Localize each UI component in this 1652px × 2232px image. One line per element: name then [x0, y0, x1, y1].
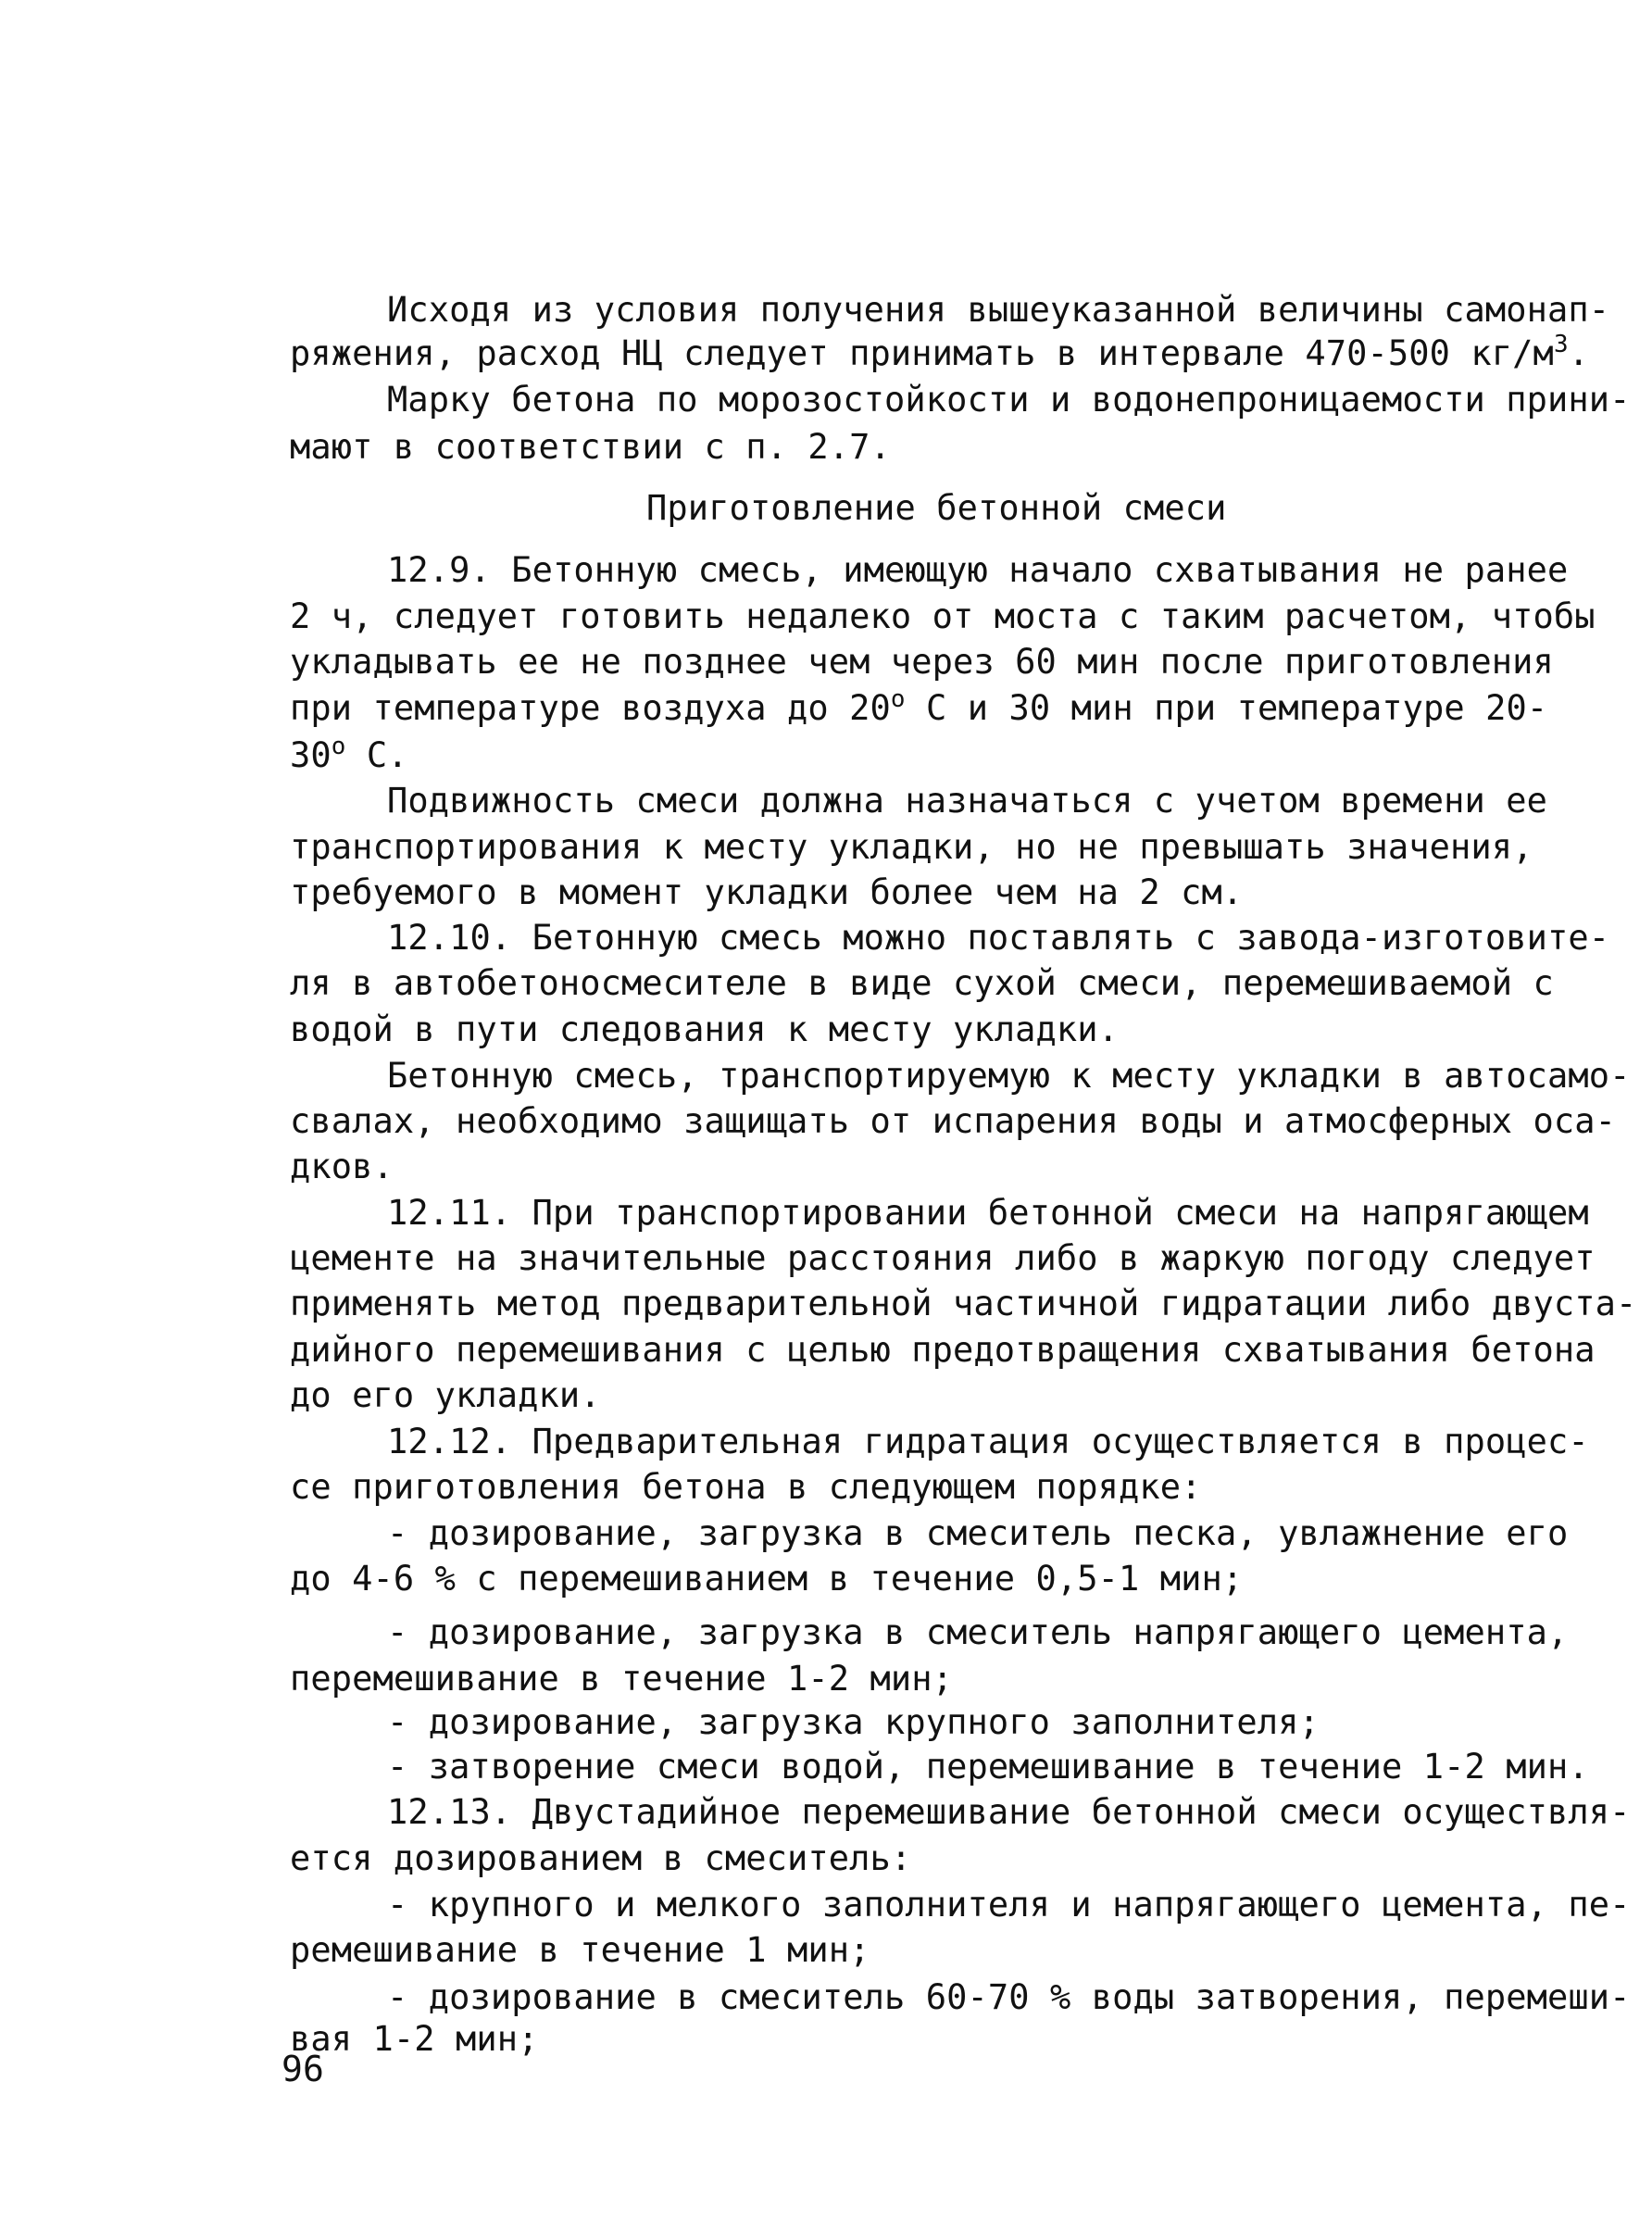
paragraph-line	[290, 684, 1548, 729]
paragraph-line: Подвижность смеси должна назначаться с учетом времени ее	[387, 781, 1548, 821]
text-run: при температуре воздуха до 20	[290, 688, 891, 728]
paragraph-line: Исходя из условия получения вышеуказанной величины самонап-	[387, 290, 1610, 330]
paragraph-line: цементе на значительные расстояния либо в жаркую погоду следует	[290, 1238, 1596, 1278]
paragraph-line: Бетонную смесь, транспортируемую к месту укладки в автосамо-	[387, 1056, 1631, 1096]
paragraph-line: дков.	[290, 1147, 394, 1186]
paragraph-line: ется дозированием в смеситель:	[290, 1838, 912, 1878]
superscript: о	[331, 732, 346, 760]
list-item-line: ремешивание в течение 1 мин;	[290, 1930, 870, 1970]
paragraph-line: 2 ч, следует готовить недалеко от моста с таким расчетом, чтобы	[290, 596, 1596, 636]
paragraph-line: водой в пути следования к месту укладки.	[290, 1009, 1120, 1049]
list-item-line: до 4-6 % с перемешиванием в течение 0,5-1 мин;	[290, 1559, 1244, 1599]
paragraph-line: требуемого в момент укладки более чем на 2 см.	[290, 872, 1244, 912]
paragraph-line	[290, 330, 1590, 374]
page-number: 96	[282, 2049, 324, 2089]
paragraph-line: применять метод предварительной частичной гидратации либо двуста-	[290, 1284, 1637, 1323]
list-item-line: - дозирование в смеситель 60-70 % воды затворения, перемеши-	[387, 1977, 1631, 2017]
paragraph-line: 12.13. Двустадийное перемешивание бетонной смеси осуществля-	[387, 1792, 1631, 1832]
list-item-line: - крупного и мелкого заполнителя и напрягающего цемента, пе-	[387, 1885, 1631, 1925]
superscript: о	[890, 684, 906, 713]
list-item-line: - дозирование, загрузка крупного заполнителя;	[387, 1702, 1320, 1742]
paragraph-line: 12.11. При транспортировании бетонной смеси на напрягающем	[387, 1193, 1589, 1233]
list-item-line: - дозирование, загрузка в смеситель напрягающего цемента,	[387, 1612, 1569, 1652]
paragraph-line: укладывать ее не позднее чем через 60 мин после приготовления	[290, 642, 1554, 682]
list-item-line: перемешивание в течение 1-2 мин;	[290, 1659, 954, 1699]
list-item-line: вая 1-2 мин;	[290, 2019, 539, 2059]
list-item-line: - дозирование, загрузка в смеситель песка, увлажнение его	[387, 1513, 1569, 1553]
paragraph-line: 12.12. Предварительная гидратация осуществляется в процес-	[387, 1422, 1589, 1461]
paragraph-line: дийного перемешивания с целью предотвращения схватывания бетона	[290, 1330, 1596, 1370]
paragraph-line: се приготовления бетона в следующем порядке:	[290, 1467, 1202, 1507]
paragraph-line: свалах, необходимо защищать от испарения воды и атмосферных оса-	[290, 1101, 1617, 1141]
text-run: 30	[290, 735, 332, 775]
text-run: С и 30 мин при температуре 20-	[905, 688, 1548, 728]
paragraph-line: Марку бетона по морозостойкости и водонепроницаемости прини-	[387, 380, 1631, 420]
paragraph-line: 12.10. Бетонную смесь можно поставлять с завода-изготовите-	[387, 918, 1610, 958]
paragraph-line	[290, 732, 408, 776]
text-run: .	[1568, 333, 1590, 373]
text-run: С.	[345, 735, 408, 775]
paragraph-line: транспортирования к месту укладки, но не превышать значения,	[290, 827, 1533, 867]
paragraph-line: до его укладки.	[290, 1375, 601, 1415]
list-item-line: - затворение смеси водой, перемешивание в течение 1-2 мин.	[387, 1747, 1589, 1787]
section-heading: Приготовление бетонной смеси	[646, 488, 1227, 528]
paragraph-line: 12.9. Бетонную смесь, имеющую начало схватывания не ранее	[387, 550, 1569, 590]
paragraph-line: ля в автобетоносмесителе в виде сухой смеси, перемешиваемой с	[290, 963, 1554, 1003]
paragraph-line: мают в соответствии с п. 2.7.	[290, 427, 891, 467]
superscript: 3	[1553, 330, 1569, 358]
text-run: ряжения, расход НЦ следует принимать в интервале 470-500 кг/м	[290, 333, 1554, 373]
